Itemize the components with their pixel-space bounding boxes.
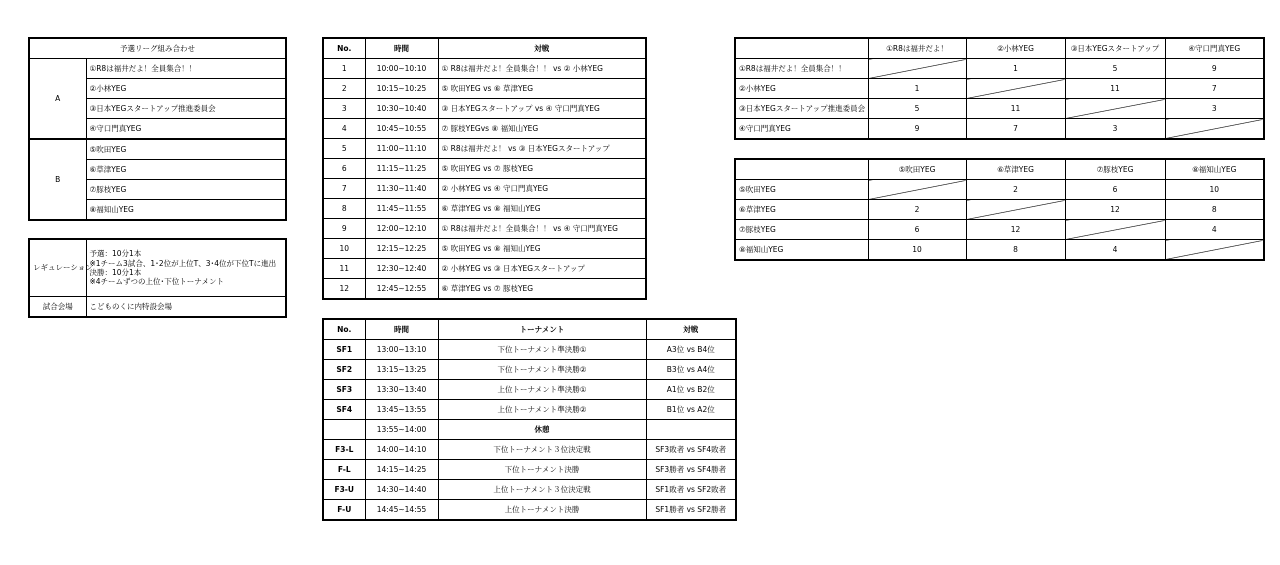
matrix-row (735, 180, 1264, 200)
venue-value: こどものくに内特設会場 (86, 297, 286, 318)
matrix-match-number: 11 (1065, 79, 1165, 99)
match-no: 4 (323, 119, 365, 139)
match-no: F3-L (323, 440, 365, 460)
matrix-match-number: 5 (868, 99, 966, 119)
match-teams (646, 420, 736, 440)
matrix-row-label: ①R8は福井だよ！全員集合！！ (735, 59, 868, 79)
matrix-col-header: ⑧福知山YEG (1165, 159, 1264, 180)
matrix-match-number: 10 (868, 240, 966, 261)
matrix-diagonal-cell (1065, 220, 1165, 240)
regulation-line: ※4チームずつの上位･下位トーナメント (89, 277, 225, 287)
match-teams: ③ 日本YEGスタートアップ vs ④ 守口門真YEG (438, 99, 646, 119)
group-a-team: ④守口門真YEG (86, 119, 286, 140)
regulation-line: 決勝：10分1本 (89, 268, 142, 277)
matrix-match-number: 7 (966, 119, 1065, 140)
matrix-match-number: 2 (868, 200, 966, 220)
match-no: 12 (323, 279, 365, 300)
matrix-match-number: 9 (1165, 59, 1264, 79)
tournament-stage: 下位トーナメント３位決定戦 (438, 440, 646, 460)
matrix-row-label: ⑥草津YEG (735, 200, 868, 220)
col-tournament: トーナメント (438, 319, 646, 340)
match-time: 11:30~11:40 (365, 179, 438, 199)
league-row (323, 79, 646, 99)
regulation-line: 予選：10分1本 (89, 249, 142, 259)
matrix-match-number: 8 (1165, 200, 1264, 220)
matrix-diagonal-cell (868, 59, 966, 79)
matrix-match-number: 11 (966, 99, 1065, 119)
tournament-stage: 上位トーナメント３位決定戦 (438, 480, 646, 500)
matrix-corner (735, 38, 868, 59)
matrix-match-number: 3 (1065, 119, 1165, 140)
regulation-line: ※1チーム3試合、1･2位が上位T、3･4位が下位Tに進出 (89, 258, 277, 268)
group-b-team: ⑦豚枝YEG (86, 180, 286, 200)
pool-title: 予選リーグ組み合わせ (29, 38, 286, 59)
tournament-row (323, 360, 736, 380)
match-teams: ⑥ 草津YEG vs ⑦ 豚枝YEG (438, 279, 646, 300)
match-teams: ② 小林YEG vs ③ 日本YEGスタートアップ (438, 259, 646, 279)
matrix-match-number: 6 (868, 220, 966, 240)
match-time: 13:00~13:10 (365, 340, 438, 360)
match-time: 10:30~10:40 (365, 99, 438, 119)
tournament-row (323, 380, 736, 400)
league-header-row (323, 38, 646, 59)
match-no: SF4 (323, 400, 365, 420)
match-time: 14:00~14:10 (365, 440, 438, 460)
matrix-match-number: 10 (1165, 180, 1264, 200)
group-a-team: ②小林YEG (86, 79, 286, 99)
league-row (323, 99, 646, 119)
matrix-row (735, 220, 1264, 240)
matrix-match-number: 3 (1165, 99, 1264, 119)
matrix-match-number: 6 (1065, 180, 1165, 200)
matrix-row (735, 79, 1264, 99)
match-teams: ⑦ 豚枝YEGvs ⑧ 福知山YEG (438, 119, 646, 139)
match-teams: SF1敗者 vs SF2敗者 (646, 480, 736, 500)
matrix-match-number: 12 (966, 220, 1065, 240)
match-time: 14:15~14:25 (365, 460, 438, 480)
match-time: 12:30~12:40 (365, 259, 438, 279)
match-teams: ① R8は福井だよ！全員集合！！ vs ④ 守口門真YEG (438, 219, 646, 239)
matrix-col-header: ③日本YEGスタートアップ (1065, 38, 1165, 59)
match-no: 11 (323, 259, 365, 279)
league-row (323, 239, 646, 259)
matrix-match-number: 1 (966, 59, 1065, 79)
tournament-row (323, 340, 736, 360)
matrix-corner (735, 159, 868, 180)
matrix-row-label: ⑦豚枝YEG (735, 220, 868, 240)
matrix-row-label: ③日本YEGスタートアップ推進委員会 (735, 99, 868, 119)
league-row (323, 59, 646, 79)
matrix-match-number: 12 (1065, 200, 1165, 220)
match-teams: ⑤ 吹田YEG vs ⑦ 豚枝YEG (438, 159, 646, 179)
match-no: 7 (323, 179, 365, 199)
group-b-team: ⑥草津YEG (86, 160, 286, 180)
matrix-match-number: 5 (1065, 59, 1165, 79)
match-time: 14:30~14:40 (365, 480, 438, 500)
matrix-match-number: 9 (868, 119, 966, 140)
group-a-label: A (29, 59, 86, 140)
league-schedule-table (322, 37, 647, 300)
match-time: 13:30~13:40 (365, 380, 438, 400)
match-no: 1 (323, 59, 365, 79)
matrix-match-number: 2 (966, 180, 1065, 200)
matrix-row-label: ④守口門真YEG (735, 119, 868, 140)
match-teams: B1位 vs A2位 (646, 400, 736, 420)
match-no: SF3 (323, 380, 365, 400)
col-no: No. (323, 38, 365, 59)
regulation-label: レギュレーション (29, 239, 86, 297)
match-time: 10:45~10:55 (365, 119, 438, 139)
match-no: 2 (323, 79, 365, 99)
matrix-row-label: ②小林YEG (735, 79, 868, 99)
league-row (323, 259, 646, 279)
match-no: 8 (323, 199, 365, 219)
col-time: 時間 (365, 319, 438, 340)
match-teams: B3位 vs A4位 (646, 360, 736, 380)
matrix-col-header: ⑤吹田YEG (868, 159, 966, 180)
matrix-col-header: ⑥草津YEG (966, 159, 1065, 180)
tournament-stage: 下位トーナメント決勝 (438, 460, 646, 480)
match-no: 3 (323, 99, 365, 119)
matrix-row-label: ⑧福知山YEG (735, 240, 868, 261)
match-time: 11:15~11:25 (365, 159, 438, 179)
group-b-team: ⑧福知山YEG (86, 200, 286, 221)
matrix-diagonal-cell (1065, 99, 1165, 119)
group-b-matrix (734, 158, 1265, 261)
match-teams: ① R8は福井だよ！ vs ③ 日本YEGスタートアップ (438, 139, 646, 159)
league-row (323, 139, 646, 159)
tournament-row (323, 480, 736, 500)
match-time: 13:15~13:25 (365, 360, 438, 380)
regulation-rules (86, 239, 286, 297)
match-teams: ② 小林YEG vs ④ 守口門真YEG (438, 179, 646, 199)
matrix-col-header: ②小林YEG (966, 38, 1065, 59)
tournament-schedule-table (322, 318, 737, 521)
matrix-diagonal-cell (966, 79, 1065, 99)
col-match: 対戦 (646, 319, 736, 340)
matrix-match-number: 7 (1165, 79, 1264, 99)
matrix-col-header: ④守口門真YEG (1165, 38, 1264, 59)
matrix-row (735, 59, 1264, 79)
col-time: 時間 (365, 38, 438, 59)
tournament-row (323, 440, 736, 460)
tournament-stage: 下位トーナメント準決勝① (438, 340, 646, 360)
matrix-row (735, 240, 1264, 261)
match-teams: ⑤ 吹田YEG vs ⑧ 福知山YEG (438, 239, 646, 259)
tournament-row (323, 500, 736, 521)
match-teams: SF1勝者 vs SF2勝者 (646, 500, 736, 521)
league-row (323, 219, 646, 239)
tournament-stage: 上位トーナメント決勝 (438, 500, 646, 521)
match-time: 12:45~12:55 (365, 279, 438, 300)
tournament-stage: 上位トーナメント準決勝② (438, 400, 646, 420)
match-no: 9 (323, 219, 365, 239)
match-teams: ⑤ 吹田YEG vs ⑥ 草津YEG (438, 79, 646, 99)
league-row (323, 119, 646, 139)
matrix-match-number: 4 (1165, 220, 1264, 240)
matrix-diagonal-cell (966, 200, 1065, 220)
matrix-col-header: ①R8は福井だよ！ (868, 38, 966, 59)
match-teams: A3位 vs B4位 (646, 340, 736, 360)
matrix-match-number: 8 (966, 240, 1065, 261)
group-b-label: B (29, 139, 86, 220)
league-row (323, 279, 646, 300)
match-no: F-U (323, 500, 365, 521)
tournament-row (323, 420, 736, 440)
match-no: F3-U (323, 480, 365, 500)
matrix-match-number: 1 (868, 79, 966, 99)
match-no (323, 420, 365, 440)
match-no: 10 (323, 239, 365, 259)
matrix-diagonal-cell (1165, 119, 1264, 140)
group-a-team: ①R8は福井だよ！全員集合！！ (86, 59, 286, 79)
matrix-row-label: ⑤吹田YEG (735, 180, 868, 200)
matrix-row (735, 200, 1264, 220)
match-time: 12:15~12:25 (365, 239, 438, 259)
matrix-diagonal-cell (868, 180, 966, 200)
match-time: 10:00~10:10 (365, 59, 438, 79)
league-row (323, 199, 646, 219)
match-teams: SF3敗者 vs SF4敗者 (646, 440, 736, 460)
matrix-a-header-row (735, 38, 1264, 59)
venue-label: 試合会場 (29, 297, 86, 318)
tournament-stage: 休憩 (438, 420, 646, 440)
col-match: 対戦 (438, 38, 646, 59)
tournament-stage: 上位トーナメント準決勝① (438, 380, 646, 400)
league-row (323, 179, 646, 199)
col-no: No. (323, 319, 365, 340)
tournament-header-row (323, 319, 736, 340)
match-time: 13:45~13:55 (365, 400, 438, 420)
group-a-team: ③日本YEGスタートアップ推進委員会 (86, 99, 286, 119)
group-a-matrix (734, 37, 1265, 140)
group-b-team: ⑤吹田YEG (86, 139, 286, 160)
match-no: 5 (323, 139, 365, 159)
tournament-row (323, 400, 736, 420)
match-teams: ⑥ 草津YEG vs ⑧ 福知山YEG (438, 199, 646, 219)
match-time: 13:55~14:00 (365, 420, 438, 440)
matrix-diagonal-cell (1165, 240, 1264, 261)
match-no: SF1 (323, 340, 365, 360)
match-no: SF2 (323, 360, 365, 380)
pool-table (28, 37, 287, 221)
match-time: 11:00~11:10 (365, 139, 438, 159)
match-teams: SF3勝者 vs SF4勝者 (646, 460, 736, 480)
match-no: F-L (323, 460, 365, 480)
match-time: 10:15~10:25 (365, 79, 438, 99)
match-time: 14:45~14:55 (365, 500, 438, 521)
tournament-row (323, 460, 736, 480)
matrix-match-number: 4 (1065, 240, 1165, 261)
matrix-b-header-row (735, 159, 1264, 180)
matrix-col-header: ⑦豚枝YEG (1065, 159, 1165, 180)
matrix-row (735, 119, 1264, 140)
match-time: 11:45~11:55 (365, 199, 438, 219)
regulation-table (28, 238, 287, 318)
match-teams: A1位 vs B2位 (646, 380, 736, 400)
tournament-stage: 下位トーナメント準決勝② (438, 360, 646, 380)
matrix-row (735, 99, 1264, 119)
match-time: 12:00~12:10 (365, 219, 438, 239)
match-teams: ① R8は福井だよ！全員集合！！ vs ② 小林YEG (438, 59, 646, 79)
match-no: 6 (323, 159, 365, 179)
league-row (323, 159, 646, 179)
